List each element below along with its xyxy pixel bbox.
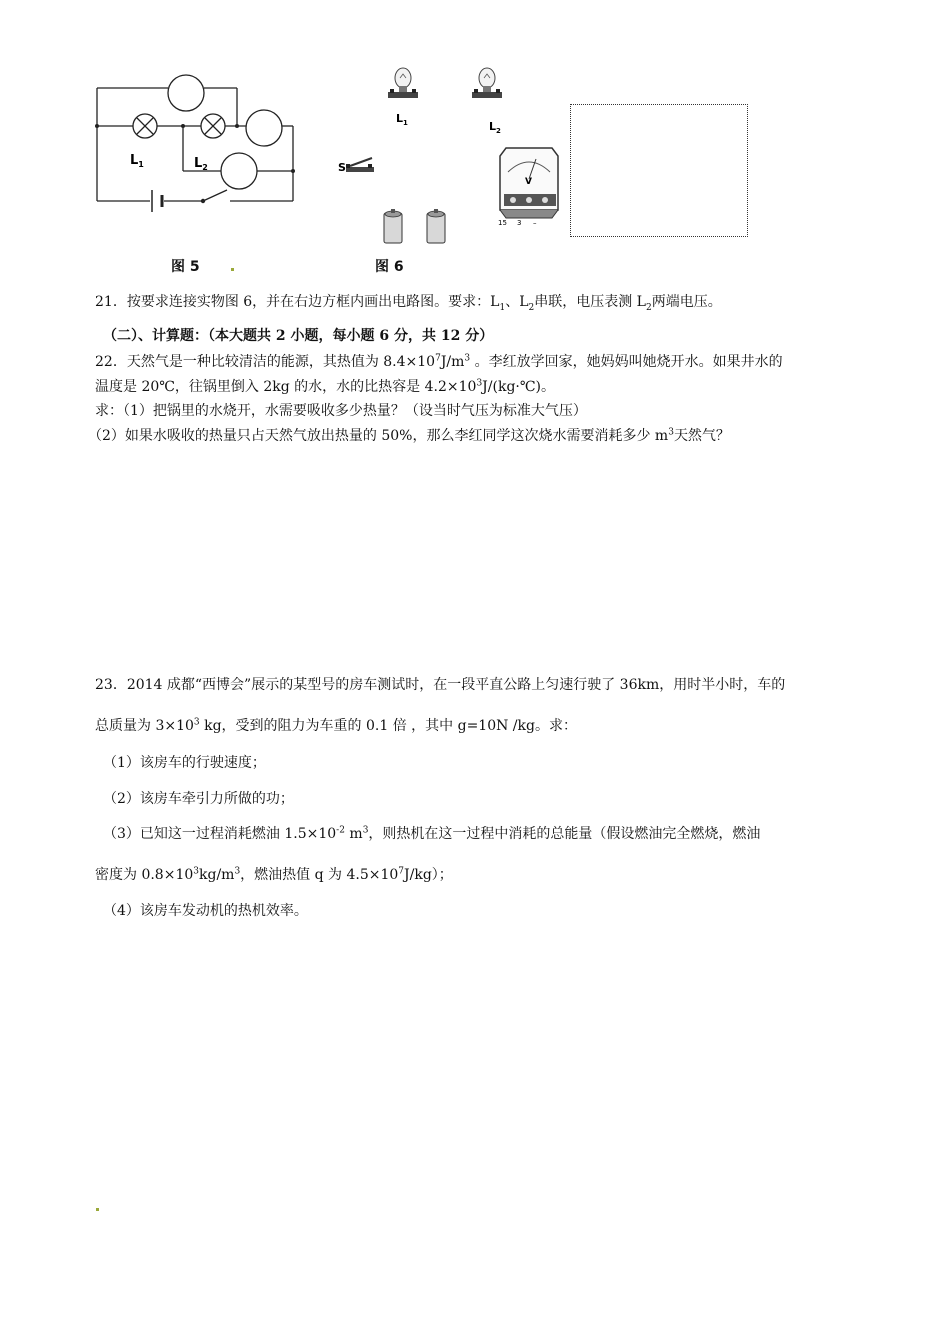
figure-6-components	[330, 60, 570, 250]
bulb-l2-icon	[472, 68, 502, 98]
terminal-minus-label: –	[533, 219, 537, 227]
figure-5-caption: 图 5	[171, 259, 200, 275]
stray-mark	[231, 268, 234, 271]
battery-icon	[384, 209, 402, 243]
section-2-heading: （二）、计算题：（本大题共 2 小题，每小题 6 分，共 12 分）	[103, 328, 494, 344]
question-23-item-1: （1）该房车的行驶速度；	[103, 755, 266, 771]
figure-6-caption: 图 6	[375, 259, 404, 275]
figure-5-circuit	[80, 70, 310, 220]
fig6-label-l1: $L_1$	[396, 112, 408, 127]
circuit-drawing-box	[570, 104, 748, 237]
fig6-label-s: S	[338, 161, 346, 174]
question-23-line-2: 总质量为 $3\times 10^3$ kg，受到的阻力为车重的 0.1 倍 ，其中 g=10N /kg。求：	[95, 717, 577, 734]
terminal-3-label: 3	[517, 219, 522, 227]
question-22-part-2: （2）如果水吸收的热量只占天然气放出热量的 50%，那么李红同学这次烧水需要消耗多少 $m^3$天然气？	[88, 427, 730, 444]
fig5-label-l2: $L_2$	[194, 156, 208, 172]
stray-mark	[96, 1208, 99, 1211]
question-23-item-3-cont: 密度为 $0.8\times 10^3kg/m^3$，燃油热值 q 为 $4.5\times 10^7J/kg$）；	[95, 866, 453, 883]
question-22-part-1: 求：（1）把锅里的水烧开，水需要吸收多少热量？（设当时气压为标准大气压）	[95, 403, 587, 419]
terminal-15-label: 15	[498, 219, 507, 227]
question-22-line-1: 22．天然气是一种比较清洁的能源，其热值为 $8.4\times 10^7J/m^3$ 。李红放学回家，她妈妈叫她烧开水。如果井水的	[95, 353, 783, 370]
fig5-label-l1: $L_1$	[130, 153, 144, 169]
voltmeter-icon	[500, 148, 558, 218]
bulb-l1-icon	[388, 68, 418, 98]
switch-icon	[346, 158, 374, 172]
question-23-item-4: （4）该房车发动机的热机效率。	[103, 903, 308, 919]
question-22-line-2: 温度是 20℃，往锅里倒入 2kg 的水，水的比热容是 $4.2\times 10^3J/(kg\cdot℃)$。	[95, 378, 555, 395]
fig6-label-l2: $L_2$	[489, 120, 501, 135]
voltmeter-symbol: V	[525, 177, 532, 187]
battery-icon	[427, 209, 445, 243]
question-21: 21．按要求连接实物图 6，并在右边方框内画出电路图。要求：$L_1$、$L_2$串联，电压表测 $L_2$两端电压。	[95, 294, 722, 313]
question-23-item-2: （2）该房车牵引力所做的功；	[103, 791, 294, 807]
question-23-item-3: （3）已知这一过程消耗燃油 $1.5\times 10^{-2}$ $m^3$，则热机在这一过程中消耗的总能量（假设燃油完全燃烧，燃油	[103, 825, 761, 842]
question-23-line-1: 23．2014 成都“西博会”展示的某型号的房车测试时，在一段平直公路上匀速行驶了 36km，用时半小时，车的	[95, 677, 786, 693]
